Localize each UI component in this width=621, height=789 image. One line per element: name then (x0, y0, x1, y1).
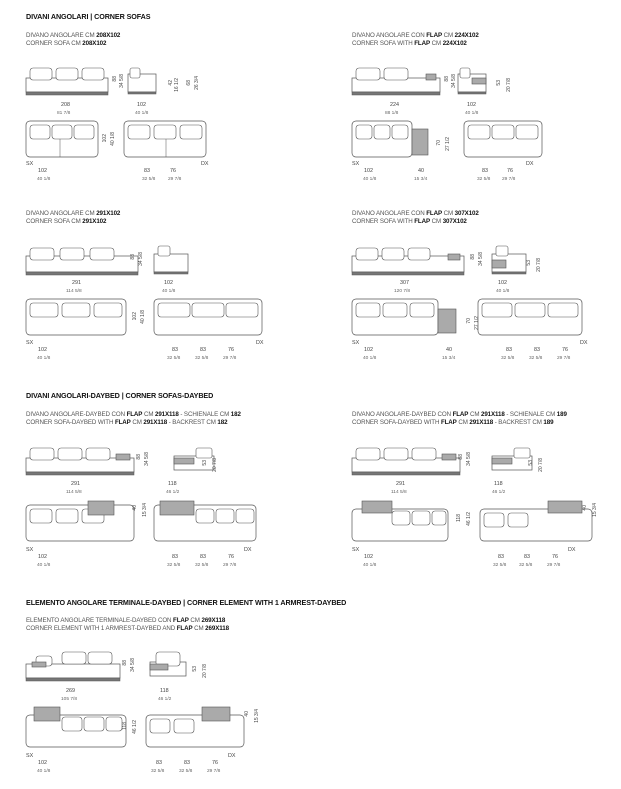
dim-r3-c1: 76 (228, 554, 234, 560)
sofa-plan-c2 (352, 501, 592, 545)
label-sx-a2: SX (352, 161, 360, 167)
dim-r2-c2: 83 (524, 554, 530, 560)
dim-l1-in-d1: 40 1/8 (37, 769, 51, 774)
label-dx-a1: DX (201, 161, 209, 167)
dim-d-b2: 102 (498, 280, 507, 286)
dim-r1-in-c1: 32 5/8 (167, 563, 181, 568)
dim-w-in-a1: 81 7/8 (57, 111, 71, 116)
sofa-elevation-b2 (352, 244, 542, 284)
dim-r1-c1: 83 (172, 554, 178, 560)
dim-l1-b1: 102 (38, 347, 47, 353)
caption-b2: DIVANO ANGOLARE CON FLAP CM 307X102 CORNER SOFA WITH FLAP CM 307X102 (352, 210, 479, 226)
dim-flap-h-c2: 53 (528, 460, 534, 466)
caption-a1: DIVANO ANGOLARE CM 208X102 CORNER SOFA CM 208X102 (26, 32, 121, 48)
dim-h-in-b2: 34 5/8 (478, 252, 484, 266)
dim-r2-a1: 76 (170, 168, 176, 174)
dim-r2-in-a2: 29 7/8 (502, 177, 516, 182)
dim-f1-b2: 40 (446, 347, 452, 353)
sofa-elevation-a2 (352, 64, 532, 104)
dim-d-in-b2: 40 1/8 (496, 289, 510, 294)
dim-r2-d1: 83 (184, 760, 190, 766)
caption-a2: DIVANO ANGOLARE CON FLAP CM 224X102 CORNER SOFA WITH FLAP CM 224X102 (352, 32, 479, 48)
dim-r1-c2: 83 (498, 554, 504, 560)
dim-r2-c1: 83 (200, 554, 206, 560)
dim-w-c2: 291 (396, 481, 405, 487)
dim-w-b1: 291 (72, 280, 81, 286)
caption-d1: ELEMENTO ANGOLARE TERMINALE-DAYBED CON FLAP CM 269X118 CORNER ELEMENT WITH 1 ARMREST-DAYBED AND FLAP CM 269X118 (26, 617, 229, 633)
label-dx-a2: DX (526, 161, 534, 167)
dim-f1-in-c2: 15 3/4 (592, 503, 598, 517)
dim-flap-h-d1: 53 (192, 666, 198, 672)
dim-r3-c2: 76 (552, 554, 558, 560)
dim-l1-a1: 102 (38, 168, 47, 174)
sofa-elevation-c1 (26, 444, 226, 484)
dim-seat-a1: 42 (168, 80, 174, 86)
dim-f1-a2: 40 (418, 168, 424, 174)
dim-r1-a2: 83 (482, 168, 488, 174)
dim-w-a1: 208 (61, 102, 70, 108)
dim-d-b1: 102 (164, 280, 173, 286)
dim-seat-in-a1: 16 1/2 (174, 78, 180, 92)
dim-h-in-a1: 34 5/8 (119, 74, 125, 88)
dim-r1-b1: 83 (172, 347, 178, 353)
label-sx-b2: SX (352, 340, 360, 346)
dim-d-a2: 102 (467, 102, 476, 108)
dim-d-a1: 102 (137, 102, 146, 108)
dim-f1-in-c1: 15 3/4 (142, 503, 148, 517)
sofa-plan-a1 (26, 121, 206, 161)
label-sx-c1: SX (26, 547, 34, 553)
dim-flap-h-in-a2: 20 7/8 (506, 78, 512, 92)
dim-h-in-b1: 34 5/8 (138, 252, 144, 266)
dim-f1-d1: 40 (244, 711, 250, 717)
dim-d-in-d1: 46 1/2 (158, 697, 172, 702)
dim-r1-a1: 83 (144, 168, 150, 174)
dim-r1-d1: 83 (156, 760, 162, 766)
dim-side-a1: 102 (102, 134, 108, 143)
dim-r2-in-c1: 32 5/8 (195, 563, 209, 568)
dim-f1-c2: 40 (582, 505, 588, 511)
dim-d-d1: 118 (160, 688, 169, 694)
dim-arm-in-a1: 26 3/4 (194, 76, 200, 90)
dim-d-c2: 118 (494, 481, 503, 487)
dim-w-in-a2: 88 1/8 (385, 111, 399, 116)
dim-l1-a2: 102 (364, 168, 373, 174)
dim-r3-in-c2: 29 7/8 (547, 563, 561, 568)
dim-r3-in-b2: 29 7/8 (557, 356, 571, 361)
dim-h-in-c1: 34 5/8 (144, 452, 150, 466)
dim-l1-b2: 102 (364, 347, 373, 353)
dim-r3-b1: 76 (228, 347, 234, 353)
dim-l1-in-a2: 40 1/8 (363, 177, 377, 182)
dim-flap-h-c1: 53 (202, 460, 208, 466)
dim-r1-in-a2: 32 5/8 (477, 177, 491, 182)
dim-w-c1: 291 (71, 481, 80, 487)
dim-flap-h-in-c2: 20 7/8 (538, 458, 544, 472)
dim-flap-h-in-d1: 20 7/8 (202, 664, 208, 678)
label-dx-d1: DX (228, 753, 236, 759)
dim-d-in-b1: 40 1/8 (162, 289, 176, 294)
dim-l1-in-a1: 40 1/8 (37, 177, 51, 182)
dim-h-b2: 88 (470, 254, 476, 260)
label-sx-b1: SX (26, 340, 34, 346)
dim-h-in-d1: 34 5/8 (130, 658, 136, 672)
dim-s1-c2: 118 (456, 514, 462, 522)
dim-flap-h-a2: 53 (496, 80, 502, 86)
dim-side-b1: 102 (132, 312, 138, 321)
dim-w-in-d1: 105 7/8 (61, 697, 78, 702)
dim-f1-in-b2: 15 3/4 (442, 356, 456, 361)
label-dx-b1: DX (256, 340, 264, 346)
dim-l1-c2: 102 (364, 554, 373, 560)
dim-l1-in-b2: 40 1/8 (363, 356, 377, 361)
dim-h-c2: 88 (458, 454, 464, 460)
caption-c1: DIVANO ANGOLARE-DAYBED CON FLAP CM 291X118 - SCHIENALE CM 182 CORNER SOFA-DAYBED WITH FLAP CM 291X118 - BACKREST CM 182 (26, 411, 241, 427)
section-heading-corner-daybed: DIVANI ANGOLARI-DAYBED | CORNER SOFAS-DAYBED (26, 391, 214, 400)
dim-side-a2: 70 (436, 140, 442, 146)
dim-r1-in-b2: 32 5/8 (501, 356, 515, 361)
dim-r3-d1: 76 (212, 760, 218, 766)
dim-r1-in-c2: 32 5/8 (493, 563, 507, 568)
label-dx-b2: DX (580, 340, 588, 346)
dim-h-in-a2: 34 5/8 (451, 74, 457, 88)
label-dx-c2: DX (568, 547, 576, 553)
dim-d-in-a2: 40 1/8 (465, 111, 479, 116)
dim-h-a1: 88 (112, 76, 118, 82)
dim-l1-in-b1: 40 1/8 (37, 356, 51, 361)
dim-s1-in-d1: 46 1/2 (132, 720, 138, 734)
dim-flap-h-in-b2: 20 7/8 (536, 258, 542, 272)
sofa-elevation-c2 (352, 444, 552, 484)
dim-side-b2: 70 (466, 318, 472, 324)
dim-r1-in-a1: 32 5/8 (142, 177, 156, 182)
dim-r2-a2: 76 (507, 168, 513, 174)
dim-h-c1: 88 (136, 454, 142, 460)
dim-l1-in-c2: 40 1/8 (363, 563, 377, 568)
label-sx-c2: SX (352, 547, 360, 553)
caption-c2: DIVANO ANGOLARE-DAYBED CON FLAP CM 291X118 - SCHIENALE CM 189 CORNER SOFA-DAYBED WITH FLAP CM 291X118 - BACKREST CM 189 (352, 411, 567, 427)
dim-r2-b1: 83 (200, 347, 206, 353)
dim-h-d1: 88 (122, 660, 128, 666)
dim-r3-b2: 76 (562, 347, 568, 353)
dim-flap-h-in-c1: 20 7/8 (212, 458, 218, 472)
dim-side-in-b1: 40 1/8 (140, 310, 146, 324)
dim-f1-c1: 40 (132, 505, 138, 511)
dim-r1-in-d1: 32 5/8 (151, 769, 165, 774)
label-dx-c1: DX (244, 547, 252, 553)
dim-w-in-b1: 114 5/8 (66, 289, 82, 294)
dim-h-b1: 88 (130, 254, 136, 260)
sofa-plan-c1 (26, 501, 256, 545)
section-heading-terminal: ELEMENTO ANGOLARE TERMINALE-DAYBED | CORNER ELEMENT WITH 1 ARMREST-DAYBED (26, 598, 347, 607)
dim-w-b2: 307 (400, 280, 409, 286)
dim-h-a2: 88 (444, 76, 450, 82)
section-heading-corner-sofas: DIVANI ANGOLARI | CORNER SOFAS (26, 12, 151, 21)
dim-r3-in-c1: 29 7/8 (223, 563, 237, 568)
dim-arm-a1: 68 (186, 80, 192, 86)
dim-d-in-c2: 46 1/2 (492, 490, 506, 495)
dim-f1-in-a2: 15 3/4 (414, 177, 428, 182)
dim-w-in-c2: 114 5/8 (391, 490, 407, 495)
dim-r3-in-d1: 29 7/8 (207, 769, 221, 774)
dim-w-a2: 224 (390, 102, 399, 108)
caption-b1: DIVANO ANGOLARE CM 291X102 CORNER SOFA CM 291X102 (26, 210, 121, 226)
dim-l1-d1: 102 (38, 760, 47, 766)
dim-r1-b2: 83 (506, 347, 512, 353)
dim-r2-in-b2: 32 5/8 (529, 356, 543, 361)
dim-side-in-b2: 27 1/2 (474, 316, 480, 330)
dim-h-in-c2: 34 5/8 (466, 452, 472, 466)
label-sx-d1: SX (26, 753, 34, 759)
dim-w-in-c1: 114 5/8 (66, 490, 82, 495)
dim-w-in-b2: 120 7/8 (394, 289, 411, 294)
dim-r3-in-b1: 29 7/8 (223, 356, 237, 361)
dim-r2-in-b1: 32 5/8 (195, 356, 209, 361)
dim-r2-in-d1: 32 5/8 (179, 769, 193, 774)
dim-side-in-a1: 40 1/8 (110, 132, 116, 146)
dim-d-in-a1: 40 1/8 (135, 111, 149, 116)
dim-s1-d1: 118 (122, 722, 128, 730)
dim-d-in-c1: 46 1/2 (166, 490, 180, 495)
dim-r2-b2: 83 (534, 347, 540, 353)
dim-d-c1: 118 (168, 481, 177, 487)
sofa-elevation-b1 (26, 244, 196, 284)
dim-side-in-a2: 27 1/2 (445, 137, 451, 151)
dim-r2-in-c2: 32 5/8 (519, 563, 533, 568)
dim-f1-in-d1: 15 3/4 (254, 709, 260, 723)
dim-w-d1: 269 (66, 688, 75, 694)
dim-flap-h-b2: 53 (526, 260, 532, 266)
dim-r1-in-b1: 32 5/8 (167, 356, 181, 361)
dim-r2-in-a1: 29 7/8 (168, 177, 182, 182)
dim-s1-in-c2: 46 1/2 (466, 512, 472, 526)
label-sx-a1: SX (26, 161, 34, 167)
dim-l1-c1: 102 (38, 554, 47, 560)
dim-l1-in-c1: 40 1/8 (37, 563, 51, 568)
